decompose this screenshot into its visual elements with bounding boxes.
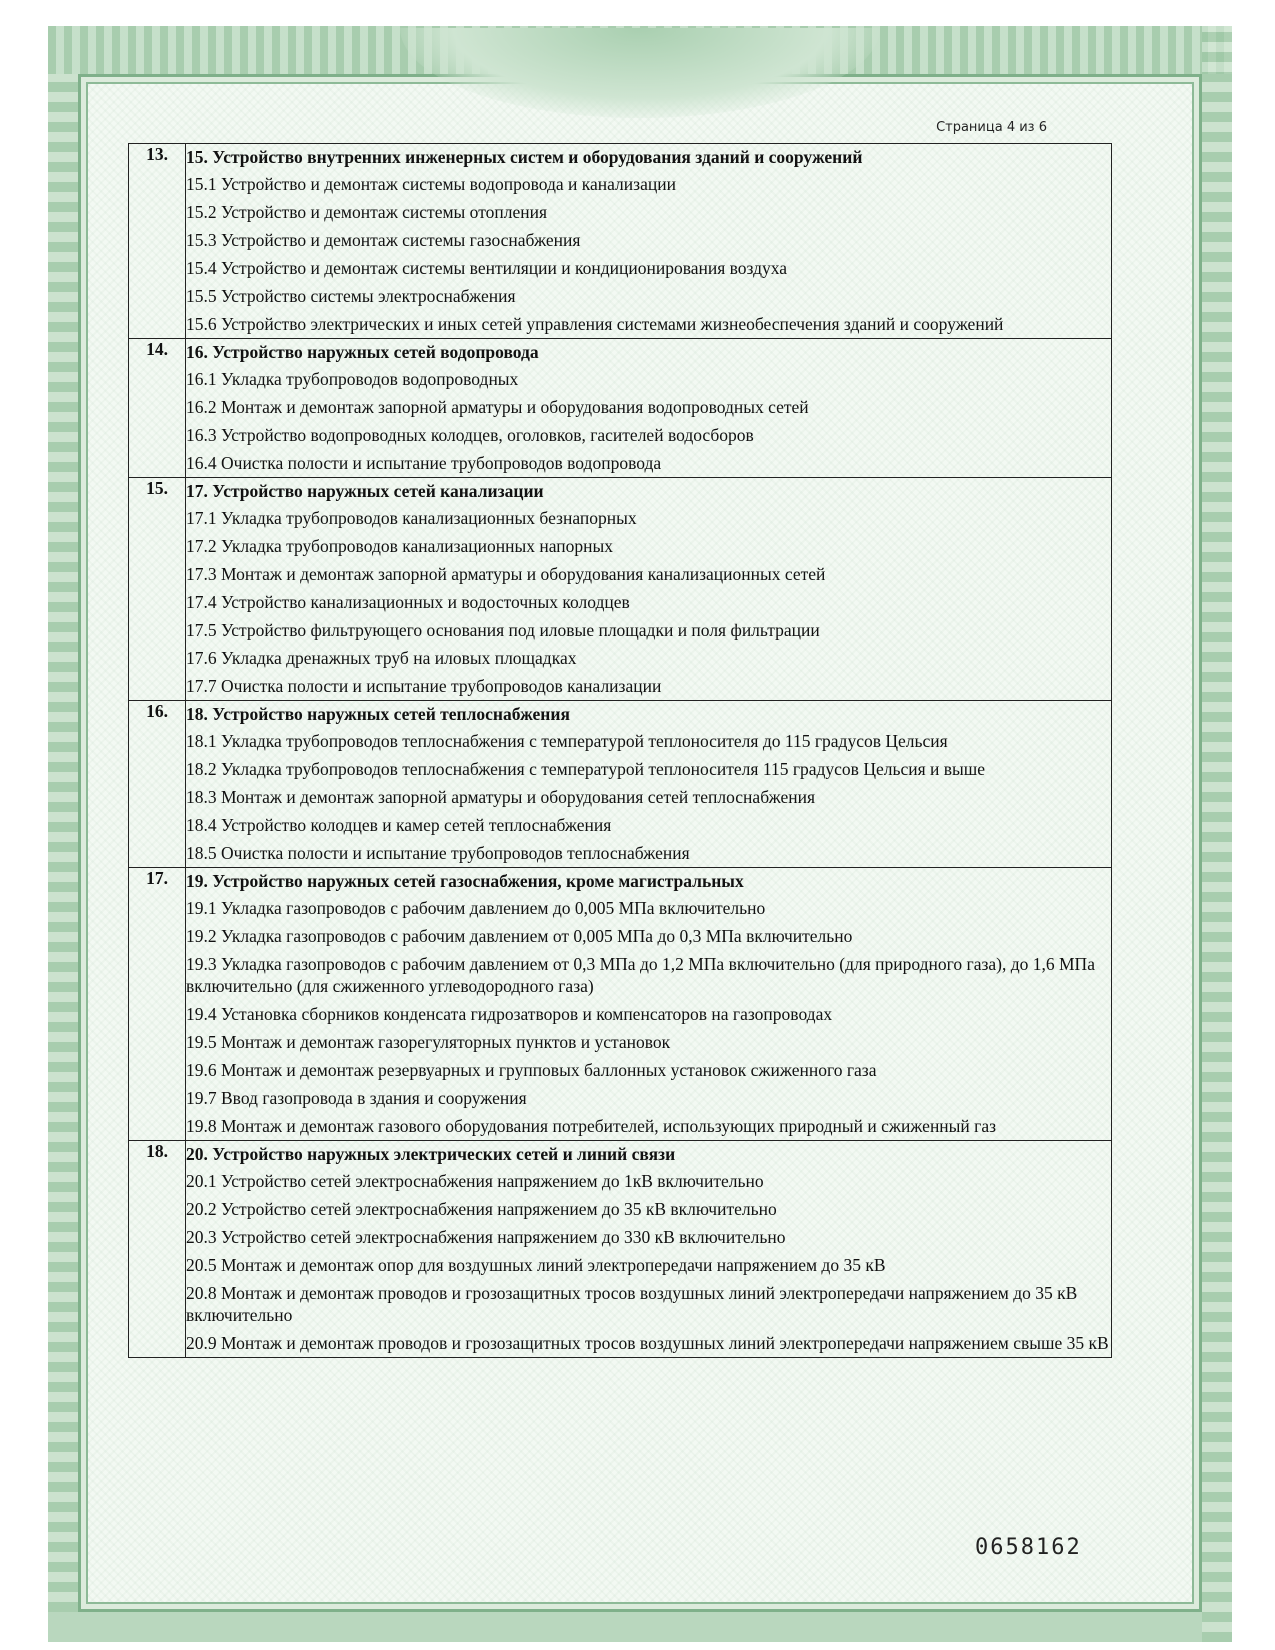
work-item: 15.3 Устройство и демонтаж системы газоснабжения [186,230,581,250]
work-item: 16.2 Монтаж и демонтаж запорной арматуры и оборудования водопроводных сетей [186,397,809,417]
work-item: 16.1 Укладка трубопроводов водопроводных [186,369,519,389]
section-number: 13. [129,144,186,339]
work-item: 17.1 Укладка трубопроводов канализационных безнапорных [186,508,637,528]
work-item: 17.7 Очистка полости и испытание трубопроводов канализации [186,676,662,696]
work-item: 19.5 Монтаж и демонтаж газорегуляторных пунктов и установок [186,1032,671,1052]
work-item: 20.3 Устройство сетей электроснабжения напряжением до 330 кВ включительно [186,1227,786,1247]
work-item: 19.4 Установка сборников конденсата гидрозатворов и компенсаторов на газопроводах [186,1004,833,1024]
section-title: 17. Устройство наружных сетей канализации [186,481,544,501]
work-item: 17.5 Устройство фильтрующего основания под иловые площадки и поля фильтрации [186,620,820,640]
section-content [186,1141,1112,1358]
work-item: 16.3 Устройство водопроводных колодцев, оголовков, гасителей водосборов [186,425,754,445]
section-title: 19. Устройство наружных сетей газоснабжения, кроме магистральных [186,871,744,891]
section-number: 18. [129,1141,186,1358]
section-content [186,868,1112,1141]
section-row [129,478,1112,701]
work-item: 20.8 Монтаж и демонтаж проводов и грозозащитных тросов воздушных линий электропередачи напряжением до 35 кВ включительно [186,1283,1078,1325]
work-item: 17.6 Укладка дренажных труб на иловых площадках [186,648,577,668]
section-number: 17. [129,868,186,1141]
section-title: 20. Устройство наружных электрических сетей и линий связи [186,1144,676,1164]
work-item: 15.1 Устройство и демонтаж системы водопровода и канализации [186,174,676,194]
work-item: 15.2 Устройство и демонтаж системы отопления [186,202,548,222]
serial-number: 0658162 [975,1535,1082,1560]
work-item: 15.5 Устройство системы электроснабжения [186,286,516,306]
section-content [186,701,1112,868]
section-title: 15. Устройство внутренних инженерных систем и оборудования зданий и сооружений [186,147,863,167]
work-item: 18.5 Очистка полости и испытание трубопроводов теплоснабжения [186,843,690,863]
work-item: 18.1 Укладка трубопроводов теплоснабжения с температурой теплоносителя до 115 градусов Цельсия [186,731,948,751]
section-content [186,339,1112,478]
work-item: 16.4 Очистка полости и испытание трубопроводов водопровода [186,453,662,473]
work-item: 15.4 Устройство и демонтаж системы вентиляции и кондиционирования воздуха [186,258,788,278]
work-item: 15.6 Устройство электрических и иных сетей управления системами жизнеобеспечения зданий и сооружений [186,314,1004,334]
section-row [129,868,1112,1141]
work-item: 19.2 Укладка газопроводов с рабочим давлением от 0,005 МПа до 0,3 МПа включительно [186,926,853,946]
section-row [129,1141,1112,1358]
work-item: 17.2 Укладка трубопроводов канализационных напорных [186,536,614,556]
work-item: 17.3 Монтаж и демонтаж запорной арматуры и оборудования канализационных сетей [186,564,826,584]
section-title: 16. Устройство наружных сетей водопровода [186,342,539,362]
section-title: 18. Устройство наружных сетей теплоснабжения [186,704,570,724]
section-content [186,144,1112,339]
work-item: 19.8 Монтаж и демонтаж газового оборудования потребителей, использующих природный и сжиженный газ [186,1116,997,1136]
work-item: 19.1 Укладка газопроводов с рабочим давлением до 0,005 МПа включительно [186,898,766,918]
work-item: 19.7 Ввод газопровода в здания и сооружения [186,1088,527,1108]
scope-of-work-table [128,143,1112,1358]
page-number-label: Страница 4 из 6 [936,120,1047,135]
work-item: 19.3 Укладка газопроводов с рабочим давлением от 0,3 МПа до 1,2 МПа включительно (для природного газа), до 1,6 МПа включительно (для сжиженного углеводородного газа) [186,954,1095,996]
section-number: 16. [129,701,186,868]
work-item: 17.4 Устройство канализационных и водосточных колодцев [186,592,630,612]
work-item: 20.1 Устройство сетей электроснабжения напряжением до 1кВ включительно [186,1171,764,1191]
section-number: 15. [129,478,186,701]
work-item: 18.4 Устройство колодцев и камер сетей теплоснабжения [186,815,612,835]
section-content [186,478,1112,701]
work-item: 20.9 Монтаж и демонтаж проводов и грозозащитных тросов воздушных линий электропередачи напряжением свыше 35 кВ [186,1333,1109,1353]
decorative-border-right [1202,26,1232,1642]
work-item: 20.2 Устройство сетей электроснабжения напряжением до 35 кВ включительно [186,1199,777,1219]
work-item: 20.5 Монтаж и демонтаж опор для воздушных линий электропередачи напряжением до 35 кВ [186,1255,886,1275]
section-row [129,339,1112,478]
section-row [129,701,1112,868]
work-item: 19.6 Монтаж и демонтаж резервуарных и групповых баллонных установок сжиженного газа [186,1060,877,1080]
section-row [129,144,1112,339]
work-item: 18.3 Монтаж и демонтаж запорной арматуры и оборудования сетей теплоснабжения [186,787,816,807]
section-number: 14. [129,339,186,478]
work-item: 18.2 Укладка трубопроводов теплоснабжения с температурой теплоносителя 115 градусов Цельсия и выше [186,759,986,779]
